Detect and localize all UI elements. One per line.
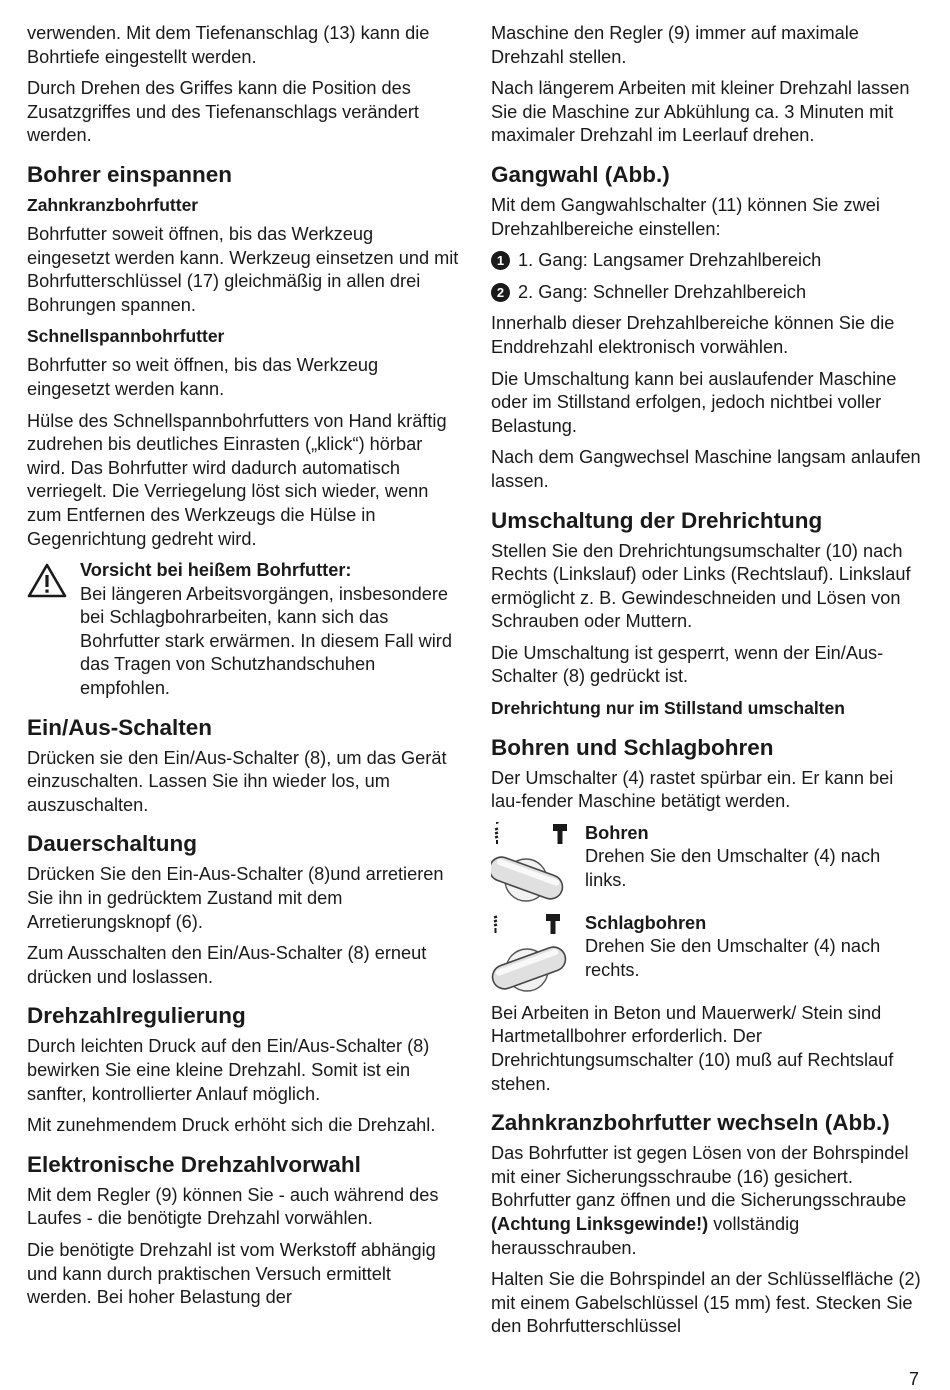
paragraph: Die benötigte Drehzahl ist vom Werkstoff abhängig und kann durch praktischen Versuch ermittelt werden. Bei hoher Belastung der (27, 1239, 436, 1308)
subheading-schnellspannbohrfutter: Schnellspannbohrfutter (27, 326, 225, 347)
gear-step-1 (491, 249, 923, 273)
mode-description: Drehen Sie den Umschalter (4) nach links. (585, 846, 881, 891)
paragraph: Drücken sie den Ein/Aus-Schalter (8), um das Gerät einzuschalten. Lassen Sie ihn wieder los, um auszuschalten. (27, 747, 447, 815)
heading-bohren-schlagbohren: Bohren und Schlagbohren (491, 734, 774, 760)
paragraph: Bohrfutter so weit öffnen, bis das Werkzeug eingesetzt werden kann. (27, 355, 379, 399)
mode-description: Drehen Sie den Umschalter (4) nach rechts. (585, 936, 881, 981)
mode-title: Schlagbohren (585, 912, 707, 933)
intro-paragraph: verwenden. Mit dem Tiefenanschlag (13) kann die Bohrtiefe eingestellt werden. (27, 23, 430, 67)
drill-mode-switch-icon (491, 822, 571, 904)
mode-text (585, 822, 925, 893)
gear-step-label: 1. Gang: Langsamer Drehzahlbereich (518, 250, 822, 271)
paragraph: Mit zunehmendem Druck erhöht sich die Drehzahl. (27, 1115, 436, 1136)
paragraph: Nach dem Gangwechsel Maschine langsam anlaufen lassen. (491, 447, 921, 491)
left-column (27, 22, 459, 1318)
warning-text: Bei längeren Arbeitsvorgängen, insbesondere bei Schlagbohrarbeiten, kann sich das Bohrfutter stark erwärmen. In diesem Fall wird das Tragen von Schutzhandschuhen empfohlen. (80, 583, 452, 699)
paragraph: Mit dem Gangwahlschalter (11) können Sie zwei Drehzahlbereiche einstellen: (491, 194, 880, 239)
gear-step-label: 2. Gang: Schneller Drehzahlbereich (518, 281, 807, 302)
heading-zahnkranzbohrfutter-wechseln: Zahnkranzbohrfutter wechseln (Abb.) (491, 1110, 890, 1136)
paragraph: Innerhalb dieser Drehzahlbereiche können Sie die Enddrehzahl elektronisch vorwählen. (491, 313, 895, 357)
note-drehrichtung: Drehrichtung nur im Stillstand umschalten (491, 698, 845, 719)
heading-drehzahlregulierung: Drehzahlregulierung (27, 1003, 246, 1029)
mode-text (585, 912, 925, 983)
warning-left-thread: (Achtung Linksgewinde!) (491, 1214, 709, 1234)
paragraph: Halten Sie die Bohrspindel an der Schlüsselfläche (2) mit einem Gabelschlüssel (15 mm) fest. Stecken Sie den Bohrfutterschlüssel (491, 1269, 921, 1337)
paragraph: Die Umschaltung kann bei auslaufender Maschine oder im Stillstand erfolgen, jedoch nichtbei voller Belastung. (491, 368, 897, 436)
paragraph: Bei Arbeiten in Beton und Mauerwerk/ Stein sind Hartmetallbohrer erforderlich. Der Drehrichtungsumschalter (10) muß auf Rechtslauf stehen. (491, 1002, 894, 1094)
paragraph: Nach längerem Arbeiten mit kleiner Drehzahl lassen Sie die Maschine zur Abkühlung ca. 3 Minuten mit maximaler Drehzahl im Leerlauf drehen. (491, 78, 910, 146)
paragraph (491, 1142, 923, 1260)
mode-schlagbohren (491, 912, 923, 998)
paragraph: Maschine den Regler (9) immer auf maximale Drehzahl stellen. (491, 23, 859, 67)
warning-icon (27, 563, 67, 599)
paragraph: Die Umschaltung ist gesperrt, wenn der Ein/Aus-Schalter (8) gedrückt ist. (491, 642, 884, 687)
paragraph: Der Umschalter (4) rastet spürbar ein. Er kann bei lau-fender Maschine betätigt werden. (491, 767, 894, 812)
text-run: vollständig herausschrauben. (491, 1214, 800, 1258)
hammer-drill-mode-switch-icon (491, 912, 571, 994)
paragraph: Zum Ausschalten den Ein/Aus-Schalter (8) erneut drücken und loslassen. (27, 943, 427, 987)
mode-title: Bohren (585, 822, 649, 843)
intro-paragraph: Durch Drehen des Griffes kann die Position des Zusatzgriffes und des Tiefenanschlags verändert werden. (27, 78, 419, 146)
subheading-zahnkranzbohrfutter: Zahnkranzbohrfutter (27, 194, 199, 215)
gear-step-2 (491, 281, 923, 305)
number-badge-1: 1 (491, 251, 510, 270)
heading-umschaltung-drehrichtung: Umschaltung der Drehrichtung (491, 507, 823, 533)
paragraph: Durch leichten Druck auf den Ein/Aus-Schalter (8) bewirken Sie eine kleine Drehzahl. Somit ist ein sanfter, kontrollierter Anlauf möglich. (27, 1036, 430, 1104)
heading-gangwahl: Gangwahl (Abb.) (491, 161, 670, 187)
heading-dauerschaltung: Dauerschaltung (27, 831, 198, 857)
paragraph: Stellen Sie den Drehrichtungsumschalter (10) nach Rechts (Linkslauf) oder Links (Rechtslauf). Linkslauf ermöglicht z. B. Gewindeschneiden und Lösen von Schrauben oder Muttern. (491, 540, 911, 632)
text-run: Das Bohrfutter ist gegen Lösen von der Bohrspindel mit einer Sicherungsschraube (16) gesichert. Bohrfutter ganz öffnen und die Sicherungsschraube (491, 1143, 909, 1211)
paragraph: Mit dem Regler (9) können Sie - auch während des Laufes - die benötigte Drehzahl vorwählen. (27, 1184, 439, 1229)
right-column (491, 22, 923, 1347)
paragraph: Hülse des Schnellspannbohrfutters von Hand kräftig zudrehen bis deutliches Einrasten („klick“) hörbar wird. Das Bohrfutter wird dadurch automatisch verriegelt. Die Verriegelung löst sich wieder, wenn zum Entfernen des Werkzeugs die Hülse in Gegenrichtung gedreht wird. (27, 410, 447, 549)
number-badge-2: 2 (491, 283, 510, 302)
heading-elektronische-drehzahlvorwahl: Elektronische Drehzahlvorwahl (27, 1151, 361, 1177)
page-number: 7 (908, 1369, 919, 1389)
paragraph: Drücken Sie den Ein-Aus-Schalter (8)und arretieren Sie ihn in gedrücktem Zustand mit dem Arretierungsknopf (6). (27, 864, 444, 932)
mode-bohren (491, 822, 923, 908)
warning-block (27, 559, 459, 701)
heading-ein-aus-schalten: Ein/Aus-Schalten (27, 714, 213, 740)
warning-title: Vorsicht bei heißem Bohrfutter: (80, 560, 352, 581)
heading-bohrer-einspannen: Bohrer einspannen (27, 161, 233, 187)
paragraph: Bohrfutter soweit öffnen, bis das Werkzeug eingesetzt werden kann. Werkzeug einsetzen und mit Bohrfutterschlüssel (17) gleichmäßig in allen drei Bohrungen spannen. (27, 223, 459, 315)
